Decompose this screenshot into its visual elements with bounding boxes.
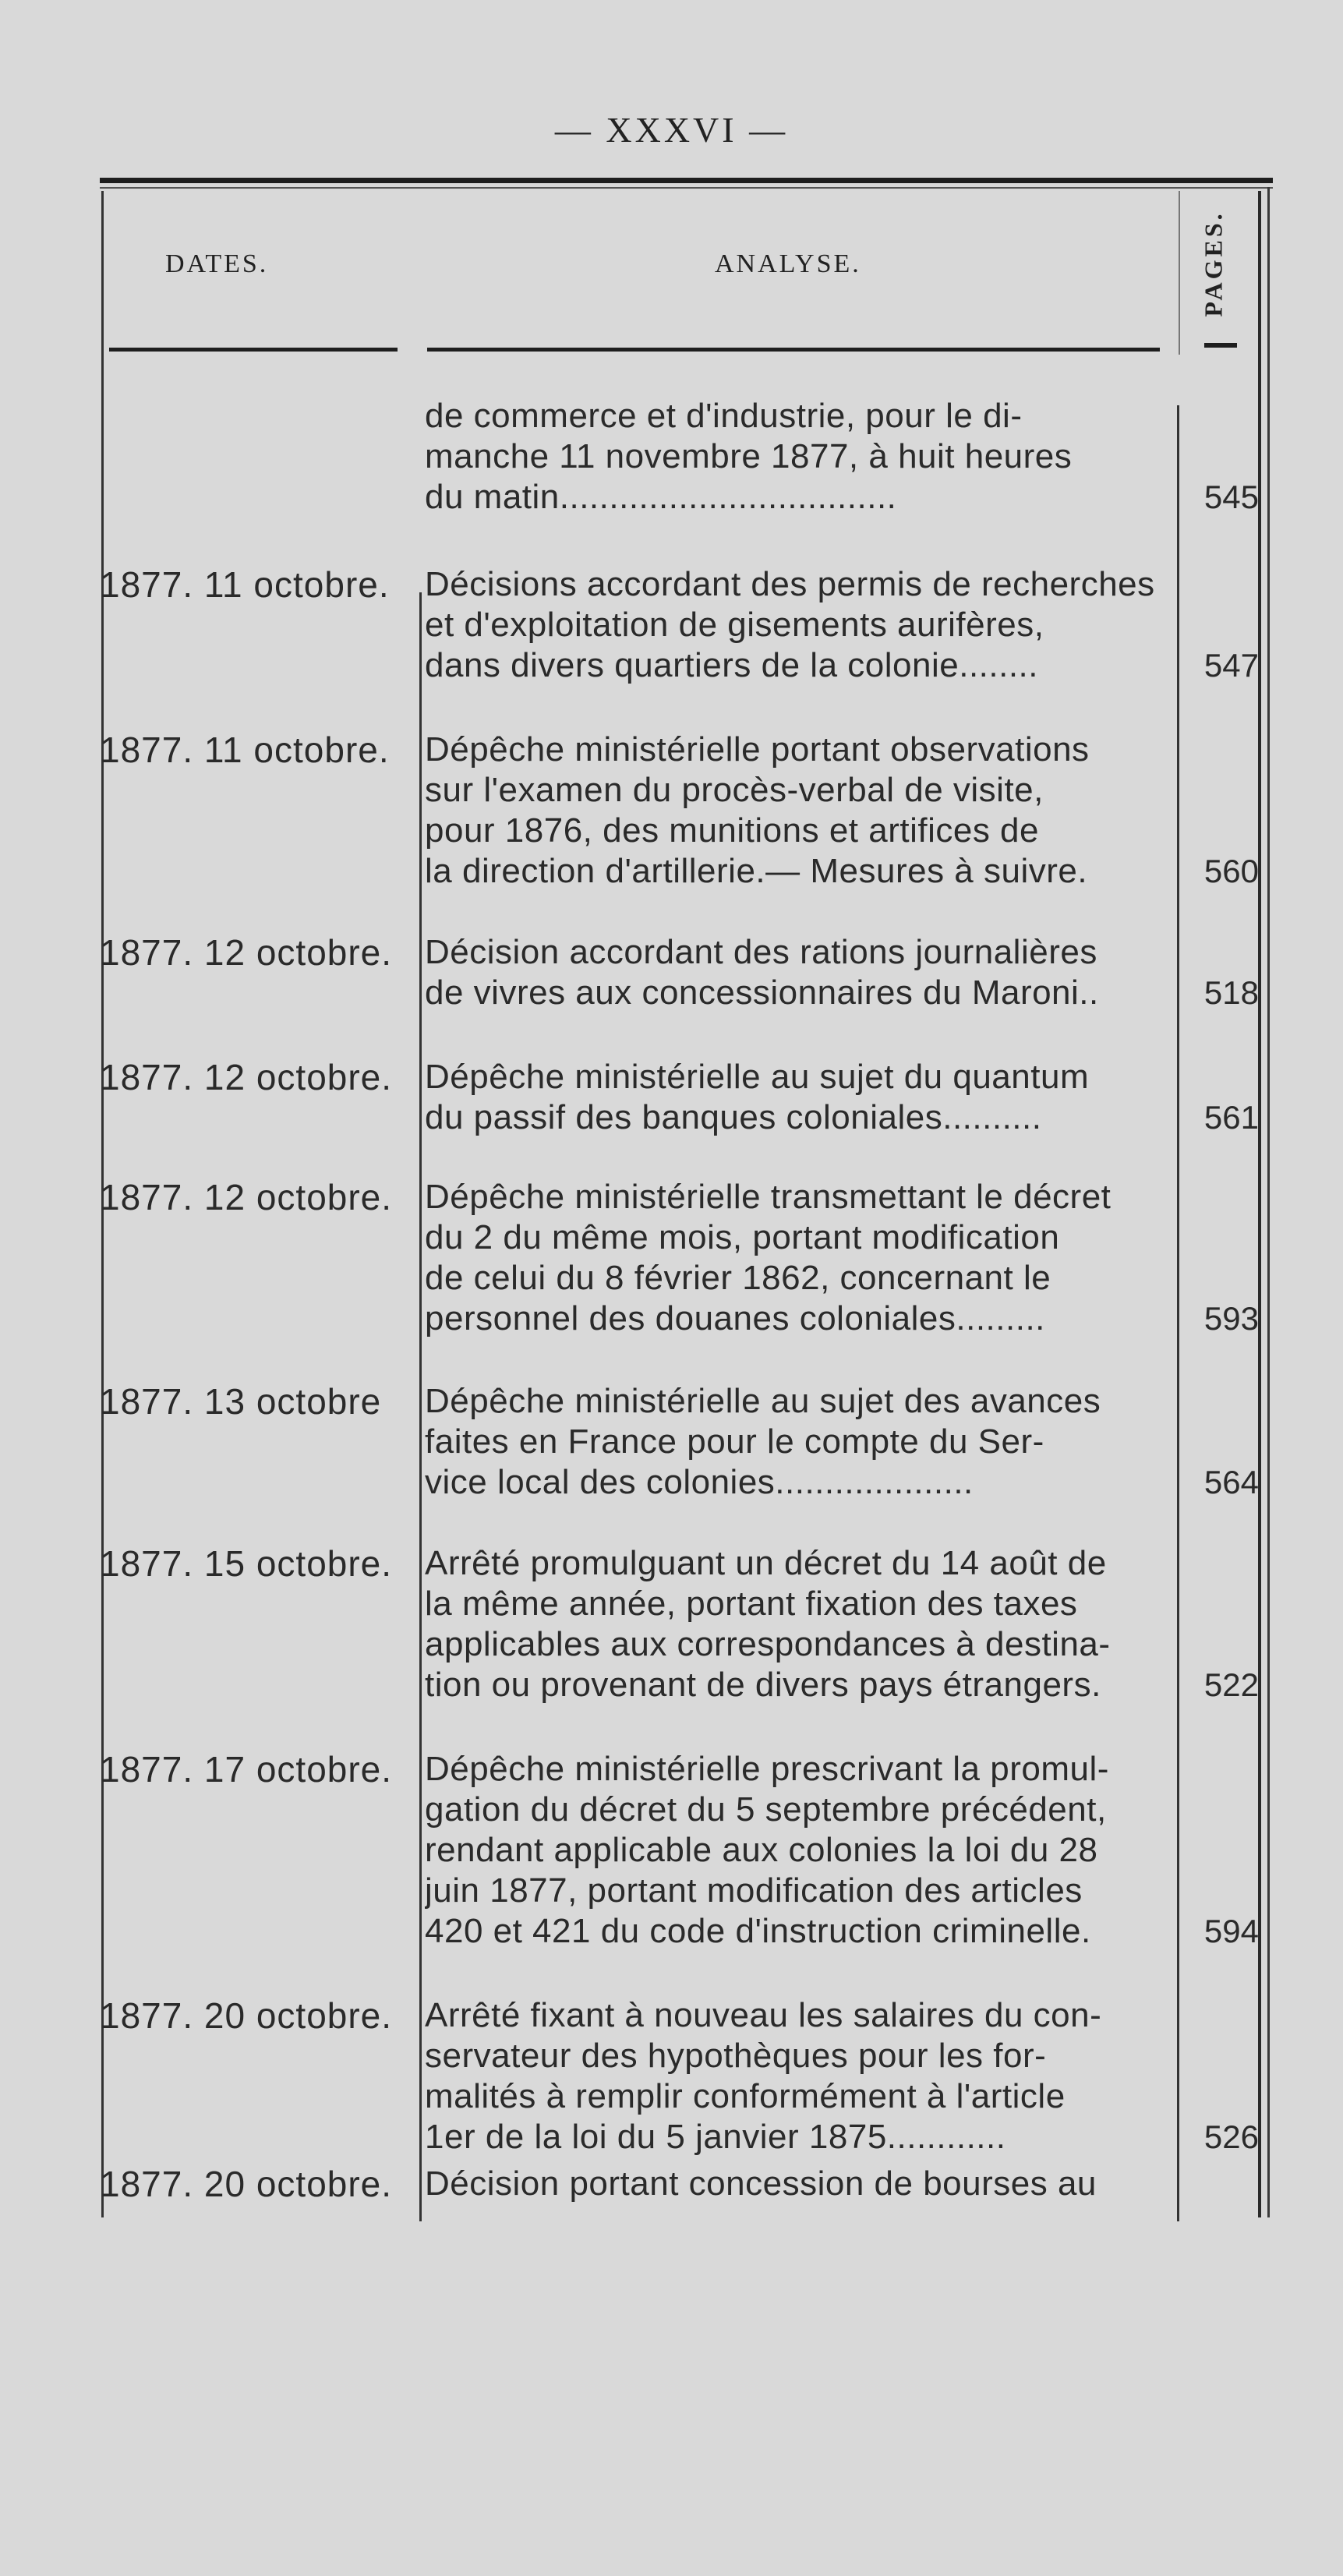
entry-analysis — [425, 1543, 1165, 1705]
analysis-line: faites en France pour le compte du Ser- — [425, 1422, 1044, 1461]
entry-analysis — [425, 1057, 1165, 1138]
analysis-line: applicables aux correspondances à destina- — [425, 1625, 1111, 1663]
right-border-outer — [1267, 187, 1270, 2217]
entry-date: 1877. 12 octobre. — [100, 1177, 393, 1217]
analysis-line: Arrêté promulguant un décret du 14 août de — [425, 1544, 1107, 1582]
dates-header-underline — [109, 348, 398, 352]
column-divider-pages — [1177, 405, 1179, 2221]
entry-date: 1877. 15 octobre. — [100, 1543, 393, 1584]
entry-date: 1877. 13 octobre — [100, 1381, 382, 1422]
column-divider-analyse — [1179, 191, 1180, 355]
entry-date: 1877. 20 octobre. — [100, 2164, 393, 2204]
analysis-line: la direction d'artillerie.— Mesures à suivre. — [425, 852, 1088, 890]
entry-page-number: 522 — [1203, 1666, 1259, 1703]
pages-header-label: PAGES. — [1199, 210, 1228, 317]
top-rule-thin — [100, 187, 1273, 189]
analysis-line: vice local des colonies.................... — [425, 1463, 974, 1501]
analysis-line: et d'exploitation de gisements aurifères, — [425, 606, 1044, 644]
analysis-line: Dépêche ministérielle transmettant le décret — [425, 1178, 1112, 1216]
entry-analysis — [425, 2164, 1165, 2204]
analysis-line: gation du décret du 5 septembre précédent, — [425, 1790, 1107, 1829]
analysis-line: sur l'examen du procès-verbal de visite, — [425, 771, 1044, 809]
entry-page-number: 545 — [1203, 479, 1259, 515]
entry-date: 1877. 11 octobre. — [100, 730, 390, 770]
analysis-line: Arrêté fixant à nouveau les salaires du con- — [425, 1996, 1102, 2034]
analysis-line: Dépêche ministérielle au sujet des avances — [425, 1382, 1101, 1420]
analyse-header-underline — [427, 348, 1160, 352]
entry-analysis — [425, 1381, 1165, 1503]
pages-header-underline — [1204, 343, 1237, 348]
analysis-line: malités à remplir conformément à l'article — [425, 2077, 1066, 2115]
entry-analysis — [425, 564, 1165, 686]
analysis-line: dans divers quartiers de la colonie........ — [425, 646, 1039, 684]
entry-analysis — [425, 932, 1165, 1013]
entry-page-number: 526 — [1203, 2118, 1259, 2155]
analysis-line: 1er de la loi du 5 janvier 1875............ — [425, 2118, 1006, 2156]
analysis-line: Dépêche ministérielle au sujet du quantum — [425, 1058, 1090, 1096]
analysis-line: rendant applicable aux colonies la loi du 28 — [425, 1831, 1098, 1869]
analysis-line: de commerce et d'industrie, pour le di- — [425, 397, 1023, 435]
entry-page-number: 561 — [1203, 1099, 1259, 1136]
entry-analysis — [425, 1177, 1165, 1339]
entry-analysis — [425, 1995, 1165, 2157]
analysis-line: du 2 du même mois, portant modification — [425, 1218, 1060, 1256]
analyse-header: ANALYSE. — [715, 249, 861, 278]
analysis-line: juin 1877, portant modification des articles — [425, 1871, 1083, 1910]
page-number: — XXXVI — — [554, 110, 789, 150]
analysis-line: du passif des banques coloniales.......... — [425, 1098, 1042, 1136]
dates-header: DATES. — [165, 249, 269, 278]
analysis-line: de celui du 8 février 1862, concernant le — [425, 1259, 1051, 1297]
analysis-line: Dépêche ministérielle portant observations — [425, 730, 1090, 769]
entry-analysis — [425, 1749, 1165, 1952]
entry-page-number: 593 — [1203, 1300, 1259, 1337]
analysis-line: la même année, portant fixation des taxes — [425, 1585, 1078, 1623]
analysis-line: Décision accordant des rations journalières — [425, 933, 1097, 971]
entry-analysis — [425, 396, 1165, 518]
analysis-line: Décision portant concession de bourses au — [425, 2164, 1097, 2203]
entry-date: 1877. 17 octobre. — [100, 1749, 393, 1790]
entry-date: 1877. 12 octobre. — [100, 932, 393, 973]
entry-analysis — [425, 730, 1165, 892]
analysis-line: pour 1876, des munitions et artifices de — [425, 811, 1040, 850]
entry-date: 1877. 12 octobre. — [100, 1057, 393, 1097]
entry-date: 1877. 20 octobre. — [100, 1995, 393, 2036]
pages-header — [1190, 201, 1237, 326]
entry-date: 1877. 11 octobre. — [100, 564, 390, 605]
analysis-line: servateur des hypothèques pour les for- — [425, 2037, 1047, 2075]
entry-page-number: 594 — [1203, 1913, 1259, 1949]
entry-page-number: 564 — [1203, 1464, 1259, 1500]
entry-page-number: 560 — [1203, 853, 1259, 889]
analysis-line: du matin.................................. — [425, 478, 897, 516]
analysis-line: tion ou provenant de divers pays étrangers. — [425, 1666, 1101, 1704]
entry-page-number: 518 — [1203, 974, 1259, 1011]
entry-page-number: 547 — [1203, 647, 1259, 684]
analysis-line: Dépêche ministérielle prescrivant la promul- — [425, 1750, 1109, 1788]
analysis-line: 420 et 421 du code d'instruction criminelle. — [425, 1912, 1091, 1950]
analysis-line: manche 11 novembre 1877, à huit heures — [425, 437, 1073, 475]
analysis-line: de vivres aux concessionnaires du Maroni.. — [425, 974, 1099, 1012]
analysis-line: Décisions accordant des permis de recherches — [425, 565, 1155, 603]
analysis-line: personnel des douanes coloniales......... — [425, 1299, 1045, 1337]
top-rule — [100, 178, 1273, 183]
